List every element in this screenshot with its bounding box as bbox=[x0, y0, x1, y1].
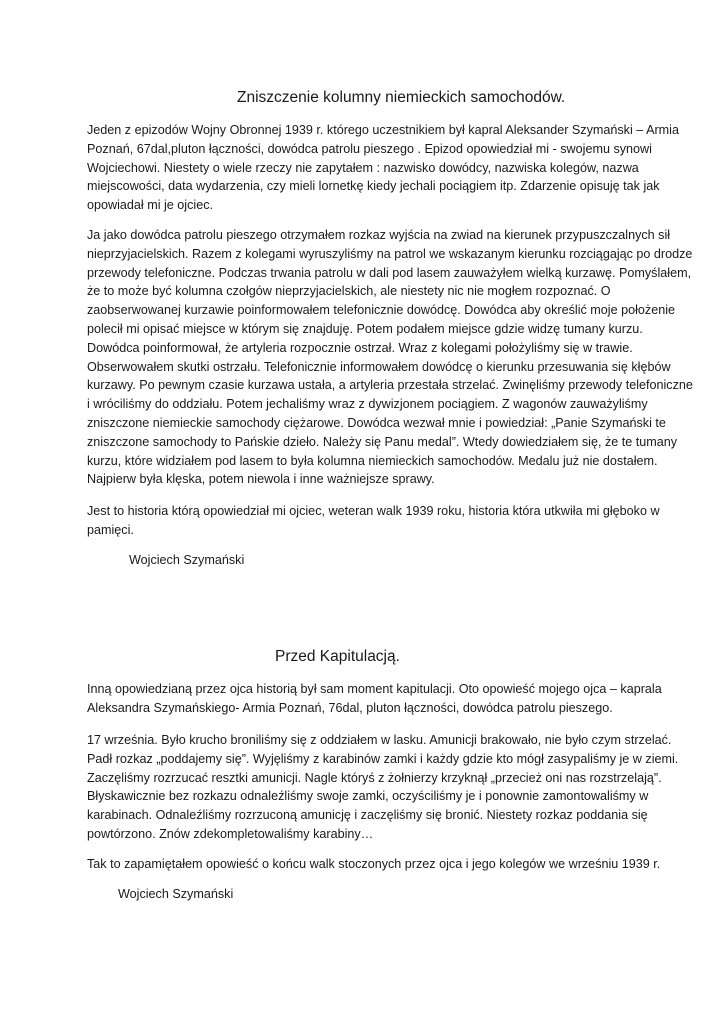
text-line: Poznań, 67dal,pluton łączności, dowódca patrolu pieszego . Epizod opowiedział mi - swojemu synowi bbox=[87, 141, 652, 156]
text-line: Błyskawicznie bez rozkazu odnaleźliśmy swoje zamki, oczyściliśmy je i ponownie zamontowaliśmy w bbox=[87, 789, 649, 804]
story2-title: Przed Kapitulacją. bbox=[275, 648, 400, 665]
text-line: 17 września. Było krucho broniliśmy się z oddziałem w lasku. Amunicji brakowało, nie było czym strzelać. bbox=[87, 733, 672, 747]
text-line: Tak to zapamiętałem opowieść o końcu walk stoczonych przez ojca i jego kolegów we wrześniu 1939 r. bbox=[87, 857, 661, 871]
text-line: zniszczone samochody to Pańskie dzieło. Należy się Panu medal”. Wtedy dowiedziałem się, że te tumany bbox=[87, 434, 678, 449]
text-line: i wróciliśmy do oddziału. Potem jechaliśmy wraz z dywizjonem pociągiem. Z wagonów zauważyliśmy bbox=[87, 397, 648, 412]
story2-intro-paragraph bbox=[87, 680, 687, 718]
text-line: Padł rozkaz „poddajemy się”. Wyjęliśmy z karabinów zamki i każdy gdzie kto mógł zasypaliśmy je w ziemi. bbox=[87, 751, 679, 766]
text-line: przewody telefoniczne. Podczas trwania patrolu w dali pod lasem zauważyłem wielką kurzawę. Pomyślałem, bbox=[87, 265, 692, 280]
text-line: miejscowości, data wydarzenia, czy mieli lornetkę kiedy jechali pociągiem itp. Zdarzenie opisuję tak jak bbox=[87, 179, 660, 194]
text-line: Zaczęliśmy rozrzucać resztki amunicji. Nagle któryś z żołnierzy krzyknął „przecież oni nas rozstrzelają”. bbox=[87, 770, 662, 785]
text-line: Wojciechowi. Niestety o wiele rzeczy nie zapytałem : nazwisko dowódcy, nazwiska kolegów, nazwa bbox=[87, 160, 639, 175]
text-line: Inną opowiedzianą przez ojca historią był sam moment kapitulacji. Oto opowieść mojego ojca – kaprala bbox=[87, 682, 662, 696]
story2-body-paragraph bbox=[87, 731, 687, 844]
story1-signature: Wojciech Szymański bbox=[129, 553, 245, 567]
text-line: Jest to historia którą opowiedział mi ojciec, weteran walk 1939 roku, historia która utkwiła mi głęboko w bbox=[87, 504, 660, 518]
text-line: opowiadał mi je ojciec. bbox=[87, 198, 213, 213]
text-line: że to może być kolumna czołgów nieprzyjacielskich, ale niestety nic nie mogłem rozpoznać. O bbox=[87, 284, 611, 299]
text-line: polecił mi opisać miejsce w którym się znajduję. Potem podałem miejsce gdzie widzę tumany kurzu. bbox=[87, 321, 643, 336]
story1-closing-paragraph bbox=[87, 502, 687, 540]
text-line: Najpierw była klęska, potem niewola i inne ważniejsze sprawy. bbox=[87, 472, 435, 487]
story1-body-paragraph bbox=[87, 226, 693, 489]
text-line: Dowódca poinformował, że artyleria rozpocznie ostrzał. Wraz z kolegami położyliśmy się w trawie. bbox=[87, 340, 633, 355]
story2-closing-paragraph bbox=[87, 855, 687, 874]
text-line: Obserwowałem skutki ostrzału. Telefonicznie informowałem dowódcę o kierunku przesuwania się kłębów bbox=[87, 359, 671, 374]
text-line: Jeden z epizodów Wojny Obronnej 1939 r. którego uczestnikiem był kapral Aleksander Szymański – Armia bbox=[87, 123, 679, 137]
story1-title: Zniszczenie kolumny niemieckich samochodów. bbox=[237, 89, 566, 106]
text-line: powtórzono. Znów zdekompletowaliśmy karabiny… bbox=[87, 826, 374, 841]
text-line: Aleksandra Szymańskiego- Armia Poznań, 76dal, pluton łączności, dowódca patrolu pieszego. bbox=[87, 700, 613, 715]
text-line: pamięci. bbox=[87, 522, 134, 537]
text-line: kurzu, które widziałem pod lasem to była kolumna niemieckich samochodów. Medalu już nie dostałem. bbox=[87, 453, 658, 468]
text-line: kurzawy. Po pewnym czasie kurzawa ustała, a artyleria przestała strzelać. Zwinęliśmy przewody telefoniczne bbox=[87, 378, 693, 393]
story2-signature: Wojciech Szymański bbox=[118, 887, 234, 901]
text-line: Ja jako dowódca patrolu pieszego otrzymałem rozkaz wyjścia na zwiad na kierunek przypuszczalnych sił bbox=[87, 228, 671, 242]
text-line: karabinach. Odnaleźliśmy rozrzuconą amunicję i zaczęliśmy się bronić. Niestety rozkaz poddania się bbox=[87, 808, 648, 823]
text-line: zaobserwowanej kurzawie poinformowałem telefonicznie dowódcę. Dowódca aby określić moje położenie bbox=[87, 303, 676, 318]
text-line: nieprzyjacielskich. Razem z kolegami wyruszyliśmy na patrol we wskazanym kierunku rozciągając po drodze bbox=[87, 246, 693, 261]
story1-intro-paragraph bbox=[87, 121, 687, 215]
text-line: zniszczone niemieckie samochody ciężarowe. Dowódca wezwał mnie i powiedział: „Panie Szymański te bbox=[87, 415, 666, 430]
